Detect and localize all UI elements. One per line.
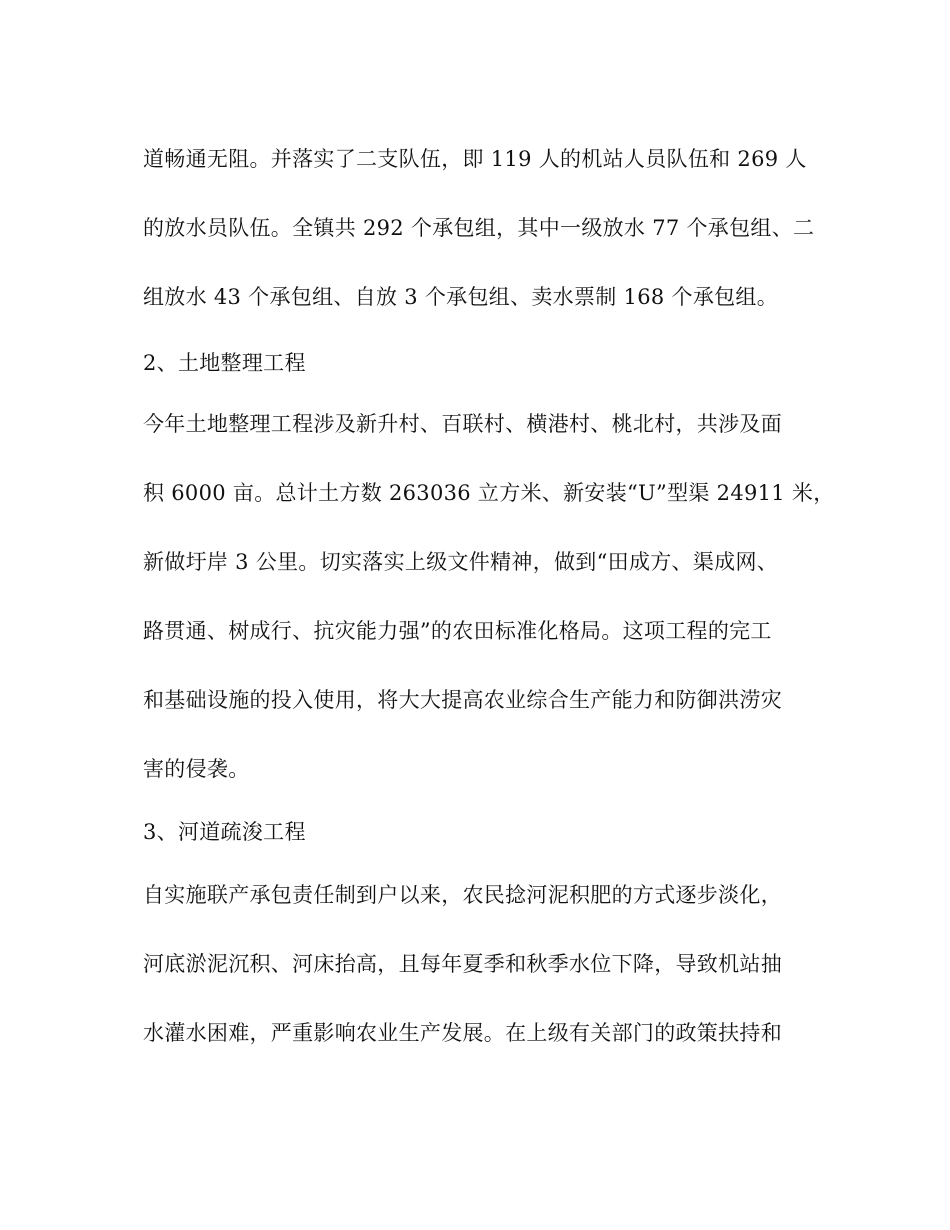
- body-text-line: 的放水员队伍。全镇共 292 个承包组，其中一级放水 77 个承包组、二: [143, 216, 815, 240]
- body-text-line: 水灌水困难，严重影响农业生产发展。在上级有关部门的政策扶持和: [143, 1021, 782, 1045]
- body-text-line: 害的侵袭。: [143, 757, 250, 781]
- body-text-line: 积 6000 亩。总计土方数 263036 立方米、新安装“U”型渠 24911 米，: [143, 481, 835, 505]
- body-text-line: 和基础设施的投入使用，将大大提高农业综合生产能力和防御洪涝灾: [143, 688, 782, 712]
- body-text-line: 新做圩岸 3 公里。切实落实上级文件精神，做到“田成方、渠成网、: [143, 550, 779, 574]
- body-text-line: 组放水 43 个承包组、自放 3 个承包组、卖水票制 168 个承包组。: [143, 285, 779, 309]
- body-text-line: 路贯通、树成行、抗灾能力强”的农田标准化格局。这项工程的完工: [143, 619, 772, 643]
- body-text-line: 道畅通无阻。并落实了二支队伍，即 119 人的机站人员队伍和 269 人: [143, 147, 807, 171]
- section-heading: 3、河道疏浚工程: [143, 820, 306, 844]
- body-text-line: 今年土地整理工程涉及新升村、百联村、横港村、桃北村，共涉及面: [143, 412, 782, 436]
- body-text-line: 河底淤泥沉积、河床抬高，且每年夏季和秋季水位下降，导致机站抽: [143, 952, 782, 976]
- section-heading: 2、土地整理工程: [143, 351, 306, 375]
- body-text-line: 自实施联产承包责任制到户以来，农民捻河泥积肥的方式逐步淡化，: [143, 883, 782, 907]
